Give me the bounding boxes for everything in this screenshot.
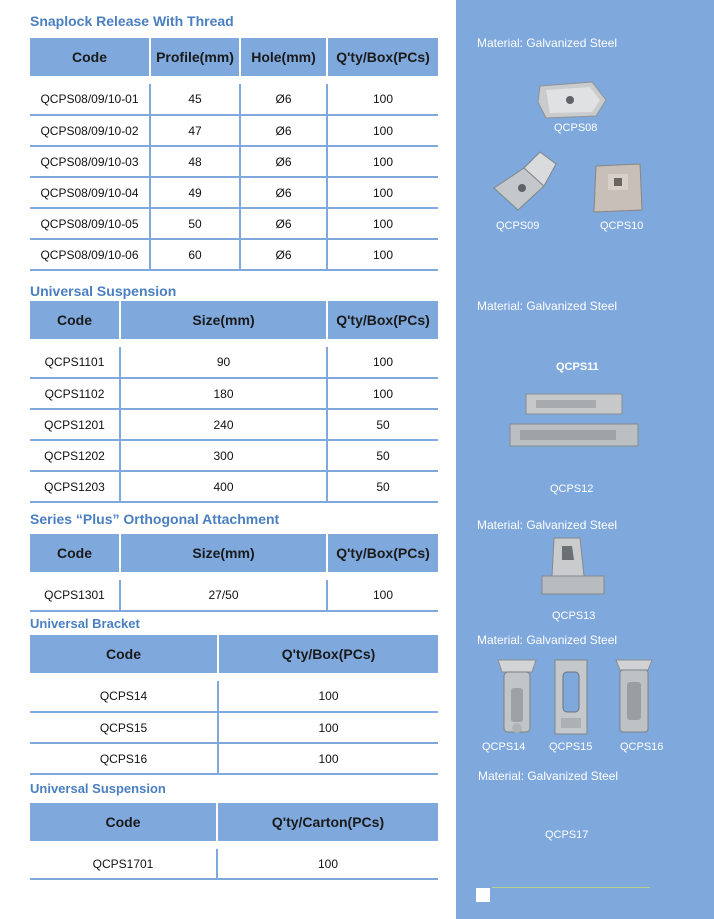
- cell-code: QCPS1201: [30, 409, 120, 440]
- table-row: [30, 849, 438, 879]
- table-row: [30, 208, 438, 239]
- table-universal-suspension: [30, 301, 438, 503]
- cell-code: QCPS08/09/10-05: [30, 208, 150, 239]
- caption-qcps14: QCPS14: [482, 741, 526, 753]
- cell-qty: 100: [327, 84, 438, 115]
- material-label: Material: Galvanized Steel: [477, 633, 618, 647]
- cell-size: 400: [120, 471, 327, 502]
- table-row: [30, 347, 438, 378]
- cell-size: 90: [120, 347, 327, 378]
- caption-qcps16: QCPS16: [620, 741, 664, 753]
- qcps09-image: [484, 148, 564, 218]
- cell-profile: 60: [150, 239, 240, 270]
- cell-code: QCPS14: [30, 681, 218, 712]
- col-header-size: Size(mm): [120, 301, 327, 339]
- cell-code: QCPS08/09/10-02: [30, 115, 150, 146]
- cell-hole: Ø6: [240, 208, 327, 239]
- cell-qty: 100: [218, 681, 438, 712]
- material-label: Material: Galvanized Steel: [477, 518, 618, 532]
- col-header-code: Code: [30, 301, 120, 339]
- cell-code: QCPS15: [30, 712, 218, 743]
- cell-profile: 47: [150, 115, 240, 146]
- cell-qty: 100: [327, 208, 438, 239]
- cell-qty: 100: [327, 146, 438, 177]
- material-label: Material: Galvanized Steel: [477, 36, 618, 50]
- material-label: Material: Galvanized Steel: [477, 299, 618, 313]
- cell-size: 300: [120, 440, 327, 471]
- table-row: [30, 580, 438, 611]
- section-title-orthogonal: Series “Plus” Orthogonal Attachment: [30, 511, 280, 527]
- qcps14-image: [494, 658, 540, 738]
- section-title-universal-bracket: Universal Bracket: [30, 616, 140, 631]
- cell-qty: 100: [327, 347, 438, 378]
- table-row: [30, 146, 438, 177]
- cell-qty: 100: [218, 743, 438, 774]
- qcps12-image: [506, 392, 642, 450]
- cell-code: QCPS1102: [30, 378, 120, 409]
- cell-profile: 48: [150, 146, 240, 177]
- cell-qty: 100: [327, 115, 438, 146]
- cell-code: QCPS08/09/10-04: [30, 177, 150, 208]
- col-header-code: Code: [30, 38, 150, 76]
- cell-qty: 50: [327, 471, 438, 502]
- section-title-snaplock: Snaplock Release With Thread: [30, 13, 234, 29]
- cell-hole: Ø6: [240, 146, 327, 177]
- cell-code: QCPS08/09/10-03: [30, 146, 150, 177]
- col-header-qty: Q'ty/Box(PCs): [218, 635, 438, 673]
- col-header-code: Code: [30, 635, 218, 673]
- caption-qcps09: QCPS09: [496, 220, 540, 232]
- section-title-universal-suspension-2: Universal Suspension: [30, 781, 166, 796]
- col-header-hole: Hole(mm): [240, 38, 327, 76]
- table-row: [30, 743, 438, 774]
- caption-qcps10: QCPS10: [600, 220, 644, 232]
- table-row: [30, 440, 438, 471]
- cell-qty: 100: [327, 239, 438, 270]
- cell-qty: 100: [218, 712, 438, 743]
- cell-hole: Ø6: [240, 115, 327, 146]
- cell-qty: 100: [327, 177, 438, 208]
- cell-code: QCPS08/09/10-01: [30, 84, 150, 115]
- col-header-size: Size(mm): [120, 534, 327, 572]
- footer-rule: [492, 887, 650, 888]
- cell-size: 27/50: [120, 580, 327, 611]
- table-row: [30, 471, 438, 502]
- section-title-universal-suspension: Universal Suspension: [30, 283, 177, 299]
- cell-code: QCPS1701: [30, 849, 217, 879]
- table-row: [30, 115, 438, 146]
- caption-qcps08: QCPS08: [554, 122, 598, 134]
- cell-size: 240: [120, 409, 327, 440]
- col-header-code: Code: [30, 803, 217, 841]
- qcps08-image: [536, 80, 608, 120]
- footer-square: [476, 888, 490, 902]
- col-header-qty: Q'ty/Box(PCs): [327, 38, 438, 76]
- cell-code: QCPS1203: [30, 471, 120, 502]
- col-header-qty: Q'ty/Box(PCs): [327, 534, 438, 572]
- cell-hole: Ø6: [240, 239, 327, 270]
- table-universal-suspension-2: [30, 803, 438, 880]
- cell-size: 180: [120, 378, 327, 409]
- qcps16-image: [612, 658, 656, 738]
- table-row: [30, 239, 438, 270]
- cell-code: QCPS16: [30, 743, 218, 774]
- cell-profile: 45: [150, 84, 240, 115]
- cell-code: QCPS08/09/10-06: [30, 239, 150, 270]
- col-header-code: Code: [30, 534, 120, 572]
- caption-qcps11: QCPS11: [556, 361, 599, 373]
- cell-qty: 50: [327, 409, 438, 440]
- cell-hole: Ø6: [240, 84, 327, 115]
- qcps10-image: [590, 160, 646, 216]
- table-row: [30, 378, 438, 409]
- table-row: [30, 712, 438, 743]
- caption-qcps15: QCPS15: [549, 741, 593, 753]
- cell-qty: 100: [327, 580, 438, 611]
- table-snaplock: [30, 38, 438, 271]
- material-label: Material: Galvanized Steel: [478, 769, 619, 783]
- cell-qty: 100: [217, 849, 438, 879]
- col-header-qty: Q'ty/Box(PCs): [327, 301, 438, 339]
- table-universal-bracket: [30, 635, 438, 775]
- table-row: [30, 681, 438, 712]
- table-row: [30, 409, 438, 440]
- caption-qcps12: QCPS12: [550, 483, 594, 495]
- cell-code: QCPS1301: [30, 580, 120, 611]
- cell-hole: Ø6: [240, 177, 327, 208]
- qcps15-image: [551, 658, 591, 738]
- col-header-qty: Q'ty/Carton(PCs): [217, 803, 438, 841]
- cell-profile: 50: [150, 208, 240, 239]
- cell-code: QCPS1101: [30, 347, 120, 378]
- table-orthogonal: [30, 534, 438, 612]
- cell-code: QCPS1202: [30, 440, 120, 471]
- cell-profile: 49: [150, 177, 240, 208]
- table-row: [30, 177, 438, 208]
- caption-qcps17: QCPS17: [545, 829, 589, 841]
- table-row: [30, 84, 438, 115]
- caption-qcps13: QCPS13: [552, 610, 596, 622]
- cell-qty: 100: [327, 378, 438, 409]
- cell-qty: 50: [327, 440, 438, 471]
- qcps13-image: [540, 536, 606, 602]
- col-header-profile: Profile(mm): [150, 38, 240, 76]
